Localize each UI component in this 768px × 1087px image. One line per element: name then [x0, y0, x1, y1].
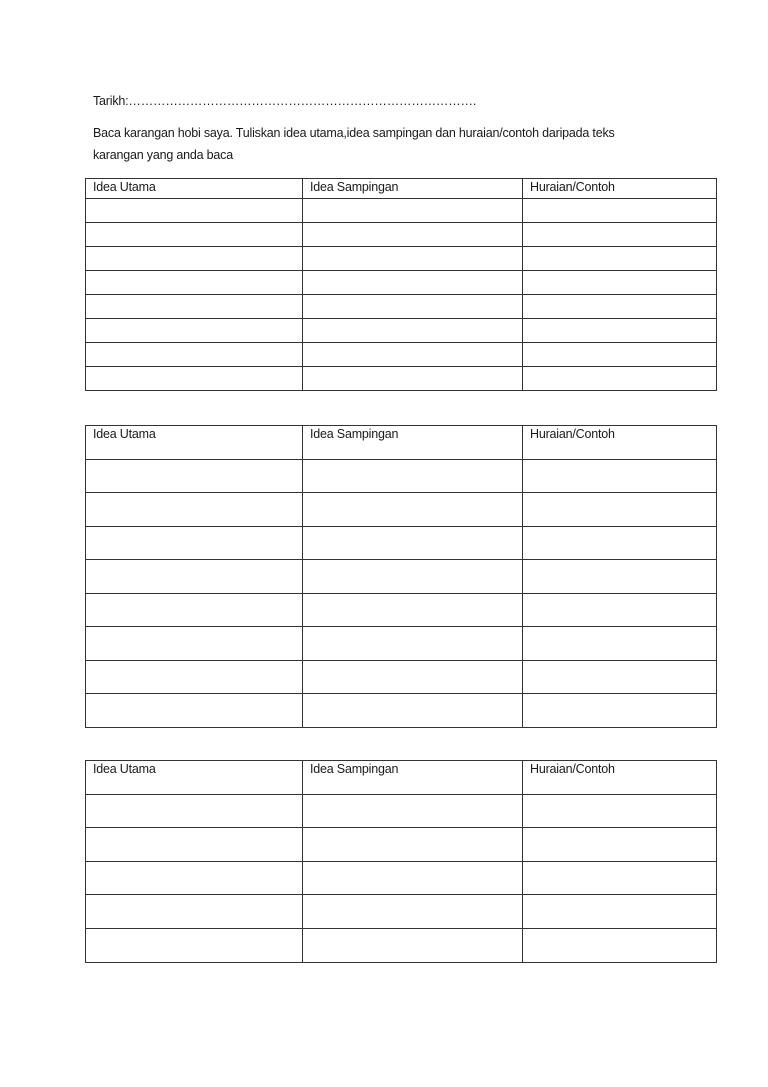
blank-cell-huraian-contoh[interactable] [523, 627, 717, 661]
blank-cell-idea-utama[interactable] [86, 560, 303, 594]
worksheet-table-2 [85, 425, 717, 728]
blank-cell-idea-sampingan[interactable] [303, 560, 523, 594]
blank-cell-idea-sampingan[interactable] [303, 247, 523, 271]
table-row [86, 895, 717, 929]
blank-cell-idea-sampingan[interactable] [303, 223, 523, 247]
table-row [86, 694, 717, 728]
table-row [86, 794, 717, 828]
table-row [86, 560, 717, 594]
table-row [86, 627, 717, 661]
blank-cell-idea-sampingan[interactable] [303, 199, 523, 223]
table-row [86, 223, 717, 247]
blank-cell-huraian-contoh[interactable] [523, 343, 717, 367]
table-header-row [86, 761, 717, 795]
blank-cell-idea-utama[interactable] [86, 828, 303, 862]
blank-cell-idea-sampingan[interactable] [303, 526, 523, 560]
blank-cell-idea-sampingan[interactable] [303, 895, 523, 929]
blank-cell-huraian-contoh[interactable] [523, 493, 717, 527]
blank-cell-idea-utama[interactable] [86, 928, 303, 962]
worksheet-table-3 [85, 760, 717, 963]
blank-cell-huraian-contoh[interactable] [523, 660, 717, 694]
blank-cell-huraian-contoh[interactable] [523, 199, 717, 223]
blank-cell-idea-utama[interactable] [86, 343, 303, 367]
blank-cell-huraian-contoh[interactable] [523, 828, 717, 862]
blank-cell-idea-sampingan[interactable] [303, 367, 523, 391]
blank-cell-huraian-contoh[interactable] [523, 928, 717, 962]
table-row [86, 861, 717, 895]
table-row [86, 199, 717, 223]
header-huraian-contoh: Huraian/Contoh [523, 179, 717, 199]
blank-cell-idea-sampingan[interactable] [303, 493, 523, 527]
blank-cell-idea-sampingan[interactable] [303, 794, 523, 828]
blank-cell-huraian-contoh[interactable] [523, 271, 717, 295]
blank-cell-idea-utama[interactable] [86, 627, 303, 661]
blank-cell-idea-utama[interactable] [86, 526, 303, 560]
header-idea-utama: Idea Utama [86, 761, 303, 795]
blank-cell-huraian-contoh[interactable] [523, 593, 717, 627]
table-row [86, 271, 717, 295]
blank-cell-idea-utama[interactable] [86, 367, 303, 391]
blank-cell-idea-sampingan[interactable] [303, 660, 523, 694]
table-row [86, 367, 717, 391]
table-row [86, 247, 717, 271]
table-header-row [86, 426, 717, 460]
header-idea-utama: Idea Utama [86, 179, 303, 199]
table-row [86, 319, 717, 343]
blank-cell-idea-utama[interactable] [86, 223, 303, 247]
blank-cell-idea-sampingan[interactable] [303, 271, 523, 295]
table-row [86, 593, 717, 627]
blank-cell-huraian-contoh[interactable] [523, 319, 717, 343]
blank-cell-idea-sampingan[interactable] [303, 928, 523, 962]
blank-cell-idea-utama[interactable] [86, 247, 303, 271]
header-idea-sampingan: Idea Sampingan [303, 426, 523, 460]
header-huraian-contoh: Huraian/Contoh [523, 761, 717, 795]
blank-cell-huraian-contoh[interactable] [523, 223, 717, 247]
blank-cell-idea-utama[interactable] [86, 295, 303, 319]
blank-cell-idea-utama[interactable] [86, 493, 303, 527]
header-idea-utama: Idea Utama [86, 426, 303, 460]
blank-cell-huraian-contoh[interactable] [523, 367, 717, 391]
blank-cell-idea-sampingan[interactable] [303, 861, 523, 895]
blank-cell-idea-sampingan[interactable] [303, 319, 523, 343]
table-row [86, 343, 717, 367]
blank-cell-huraian-contoh[interactable] [523, 247, 717, 271]
blank-cell-huraian-contoh[interactable] [523, 295, 717, 319]
table-header-row [86, 179, 717, 199]
blank-cell-huraian-contoh[interactable] [523, 861, 717, 895]
blank-cell-idea-sampingan[interactable] [303, 343, 523, 367]
blank-cell-idea-sampingan[interactable] [303, 627, 523, 661]
blank-cell-huraian-contoh[interactable] [523, 560, 717, 594]
blank-cell-idea-utama[interactable] [86, 319, 303, 343]
blank-cell-idea-utama[interactable] [86, 794, 303, 828]
header-idea-sampingan: Idea Sampingan [303, 761, 523, 795]
blank-cell-idea-sampingan[interactable] [303, 593, 523, 627]
blank-cell-idea-utama[interactable] [86, 895, 303, 929]
blank-cell-idea-utama[interactable] [86, 694, 303, 728]
header-idea-sampingan: Idea Sampingan [303, 179, 523, 199]
blank-cell-huraian-contoh[interactable] [523, 526, 717, 560]
date-line: Tarikh:…………………………………………………………………………. [93, 94, 477, 108]
blank-cell-huraian-contoh[interactable] [523, 895, 717, 929]
header-huraian-contoh: Huraian/Contoh [523, 426, 717, 460]
blank-cell-idea-utama[interactable] [86, 861, 303, 895]
blank-cell-idea-utama[interactable] [86, 199, 303, 223]
blank-cell-huraian-contoh[interactable] [523, 694, 717, 728]
blank-cell-huraian-contoh[interactable] [523, 794, 717, 828]
blank-cell-idea-utama[interactable] [86, 593, 303, 627]
blank-cell-idea-sampingan[interactable] [303, 828, 523, 862]
blank-cell-idea-sampingan[interactable] [303, 295, 523, 319]
table-row [86, 928, 717, 962]
blank-cell-idea-sampingan[interactable] [303, 694, 523, 728]
table-row [86, 459, 717, 493]
table-row [86, 660, 717, 694]
table-row [86, 526, 717, 560]
blank-cell-idea-sampingan[interactable] [303, 459, 523, 493]
instruction-line-2: karangan yang anda baca [93, 148, 233, 162]
table-row [86, 295, 717, 319]
worksheet-table-1 [85, 178, 717, 391]
table-row [86, 828, 717, 862]
instruction-line-1: Baca karangan hobi saya. Tuliskan idea utama,idea sampingan dan huraian/contoh daripada teks [93, 126, 615, 140]
blank-cell-idea-utama[interactable] [86, 459, 303, 493]
blank-cell-idea-utama[interactable] [86, 660, 303, 694]
table-row [86, 493, 717, 527]
blank-cell-huraian-contoh[interactable] [523, 459, 717, 493]
blank-cell-idea-utama[interactable] [86, 271, 303, 295]
